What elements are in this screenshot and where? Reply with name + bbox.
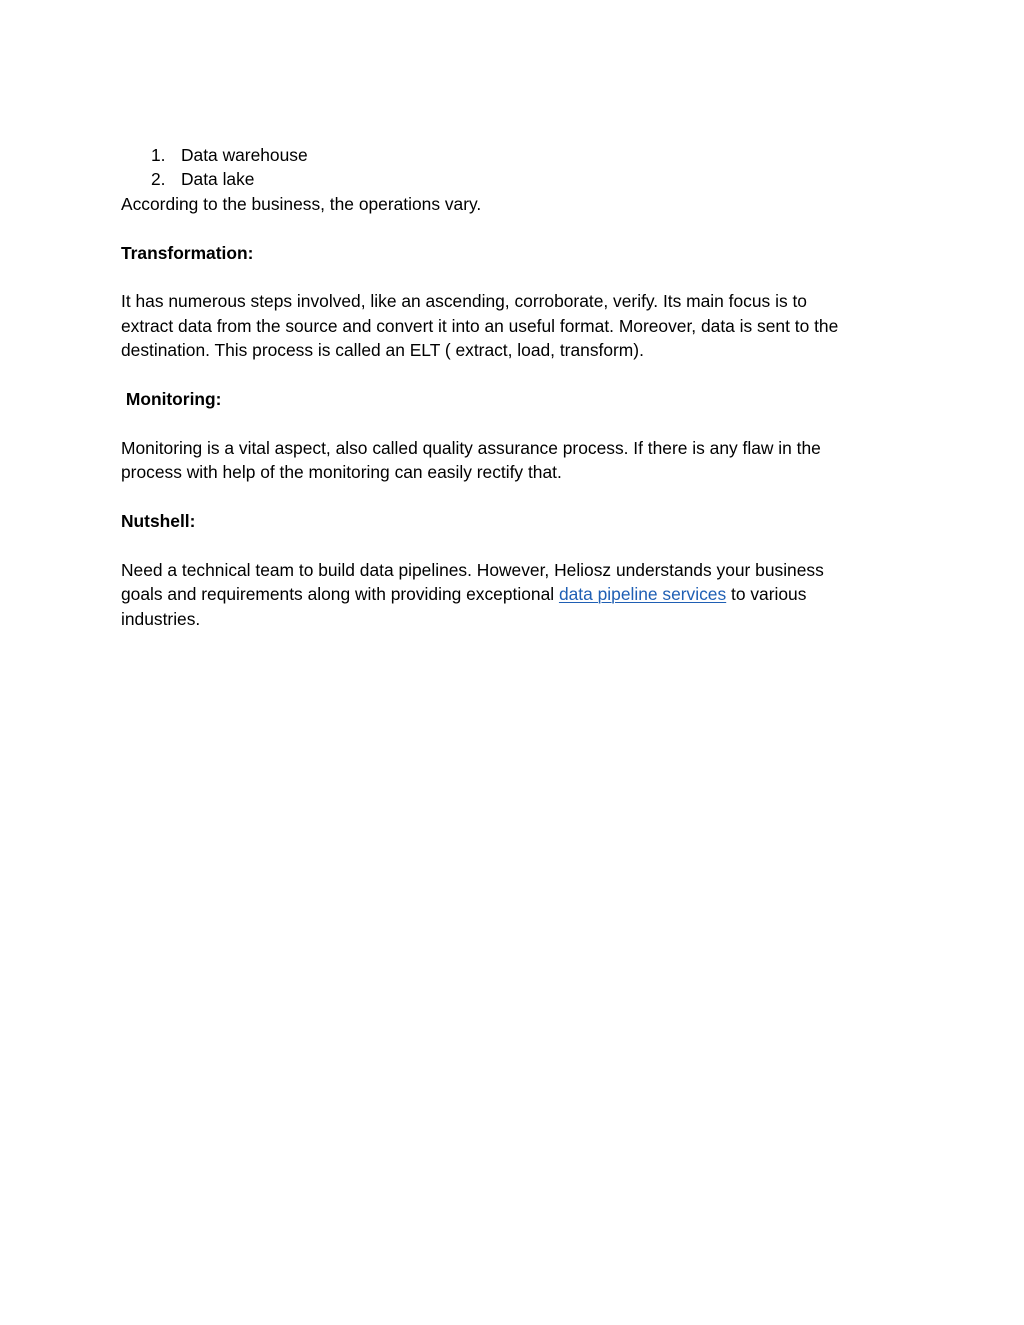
paragraph-line: Monitoring is a vital aspect, also called quality assurance process. If there is any flaw in the	[121, 437, 821, 458]
document-body	[121, 143, 901, 631]
storage-list	[121, 143, 901, 192]
monitoring-paragraph	[121, 436, 901, 485]
list-item	[121, 167, 901, 191]
list-item-number: 2.	[151, 169, 166, 190]
line-text: to various	[726, 584, 807, 605]
spacer	[121, 411, 901, 435]
nutshell-paragraph	[121, 558, 901, 631]
list-item-text: Data lake	[181, 169, 255, 190]
nutshell-heading: Nutshell:	[121, 510, 196, 531]
paragraph-line: destination. This process is called an ELT ( extract, load, transform).	[121, 340, 644, 361]
data-pipeline-services-link[interactable]: data pipeline services	[558, 584, 727, 605]
line-text: goals and requirements along with providing exceptional	[121, 584, 559, 605]
list-item	[121, 143, 901, 167]
paragraph-line: Need a technical team to build data pipelines. However, Heliosz understands your business	[121, 559, 824, 580]
spacer	[121, 216, 901, 240]
paragraph-line: industries.	[121, 608, 201, 629]
transformation-heading: Transformation:	[121, 242, 254, 263]
spacer	[121, 265, 901, 289]
intro-paragraph: According to the business, the operations vary.	[121, 193, 482, 214]
paragraph-line: It has numerous steps involved, like an ascending, corroborate, verify. Its main focus is to	[121, 291, 807, 312]
spacer	[121, 485, 901, 509]
spacer	[121, 533, 901, 557]
list-item-number: 1.	[151, 145, 166, 165]
monitoring-heading: Monitoring:	[121, 388, 222, 409]
paragraph-line	[121, 582, 901, 606]
spacer	[121, 363, 901, 387]
transformation-paragraph	[121, 289, 901, 362]
paragraph-line: process with help of the monitoring can easily rectify that.	[121, 462, 562, 483]
paragraph-line: extract data from the source and convert it into an useful format. Moreover, data is sent to the	[121, 315, 839, 336]
list-item-text: Data warehouse	[181, 145, 308, 165]
